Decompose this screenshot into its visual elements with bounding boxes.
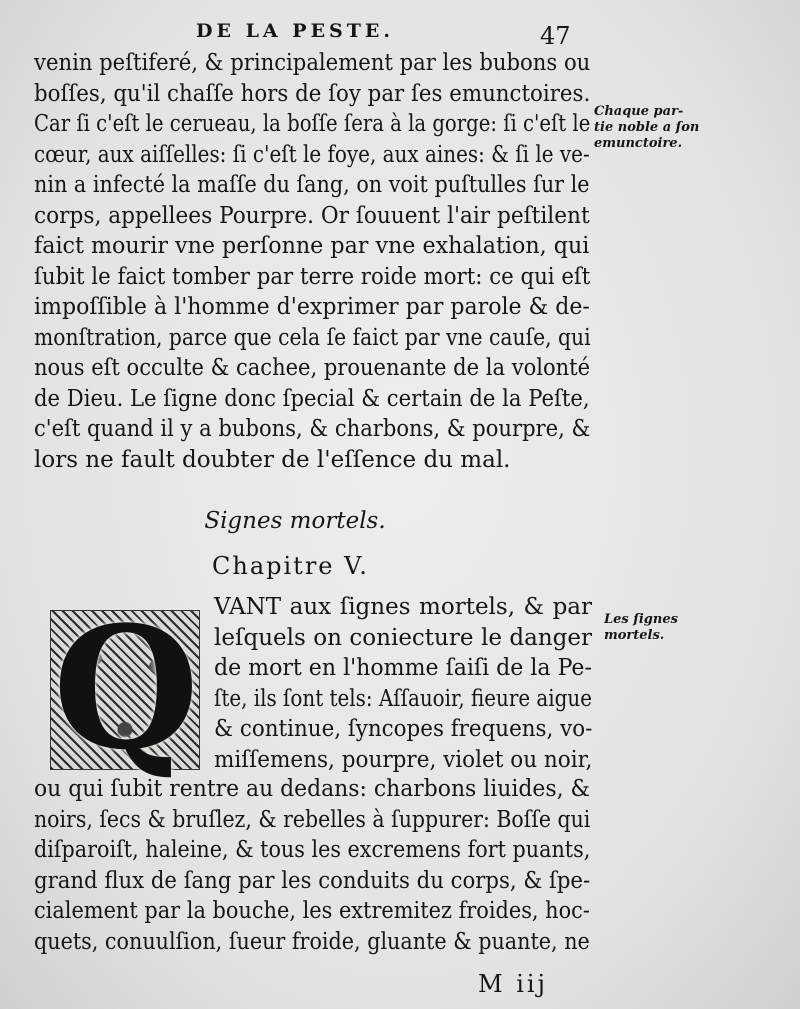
chapter-heading: Chapitre V. (212, 552, 369, 580)
running-title: DE LA PESTE. (196, 20, 395, 42)
signature-mark: M iij (478, 970, 548, 998)
text-line: c'eſt quand il y a bubons, & charbons, & pourpre, & (34, 416, 591, 442)
text-line: grand flux de ſang par les conduits du corps, & ſpe- (34, 867, 591, 894)
text-line: impoſſible à l'homme d'exprimer par parole & de- (34, 294, 590, 320)
note-line: emunctoire. (594, 136, 683, 151)
paragraph-deadly-signs-continued (34, 774, 590, 957)
text-line: ſte, ils ſont tels: Aſſauoir, fieure aigue (214, 685, 592, 712)
marginal-note-signes-mortels (604, 612, 714, 644)
text-line: lors ne fault doubter de l'eſſence du mal. (34, 446, 511, 473)
text-line: Car ſi c'eſt le cerueau, la boſſe ſera à la gorge: ſi c'eſt le (34, 111, 591, 137)
note-line: tie noble a ſon (594, 120, 700, 135)
text-line: miſſemens, pourpre, violet ou noir, (214, 746, 593, 773)
text-line: ſubit le faict tomber par terre roide mort: ce qui eſt (34, 263, 591, 290)
text-line: noirs, ſecs & bruſlez, & rebelles à ſuppurer: Boſſe qui (34, 806, 591, 833)
note-line: Les ſignes (604, 612, 678, 627)
text-line: nin a infecté la maſſe du ſang, on voit puſtulles ſur le (34, 172, 590, 198)
note-line: mortels. (604, 628, 665, 643)
text-line: de Dieu. Le ſigne donc ſpecial & certain de la Peſte, (34, 385, 590, 412)
text-line: & continue, ſyncopes frequens, vo- (214, 716, 593, 742)
text-line: cialement par la bouche, les extremitez froides, hoc- (34, 898, 590, 924)
text-line: boſſes, qu'il chaſſe hors de ſoy par ſes emunctoires. (34, 80, 591, 107)
text-line: VANT aux ſignes mortels, & par (214, 594, 592, 620)
page-number: 47 (540, 22, 571, 50)
text-line: monſtration, parce que cela ſe faict par vne cauſe, qui (34, 324, 591, 351)
text-line: quets, conuulſion, ſueur froide, gluante & puante, ne (34, 928, 590, 955)
ornamental-drop-cap (50, 589, 200, 787)
note-line: Chaque par- (594, 104, 684, 119)
text-line: venin peſtiferé, & principalement par les bubons ou (34, 50, 591, 76)
text-line: nous eſt occulte & cachee, prouenante de la volonté (34, 355, 591, 381)
text-line: diſparoiſt, haleine, & tous les excremens fort puants, (34, 837, 591, 863)
section-title: Signes mortels. (204, 508, 386, 534)
text-line: corps, appellees Pourpre. Or ſouuent l'air peſtilent (34, 202, 590, 229)
marginal-note-emunctoire (594, 104, 704, 152)
drop-cap-letter: Q (52, 589, 200, 787)
text-line: ou qui ſubit rentre au dedans: charbons liuides, & (34, 776, 590, 802)
text-line: cœur, aux aiſſelles: ſi c'eſt le foye, aux aines: & ſi le ve- (34, 141, 590, 168)
paragraph-plague-signs (34, 48, 590, 475)
paragraph-deadly-signs-intro (214, 592, 592, 775)
text-line: de mort en l'homme ſaiſi de la Pe- (214, 655, 592, 681)
text-line: faict mourir vne perſonne par vne exhalation, qui (34, 233, 590, 259)
text-line: leſquels on coniecture le danger (214, 624, 592, 651)
